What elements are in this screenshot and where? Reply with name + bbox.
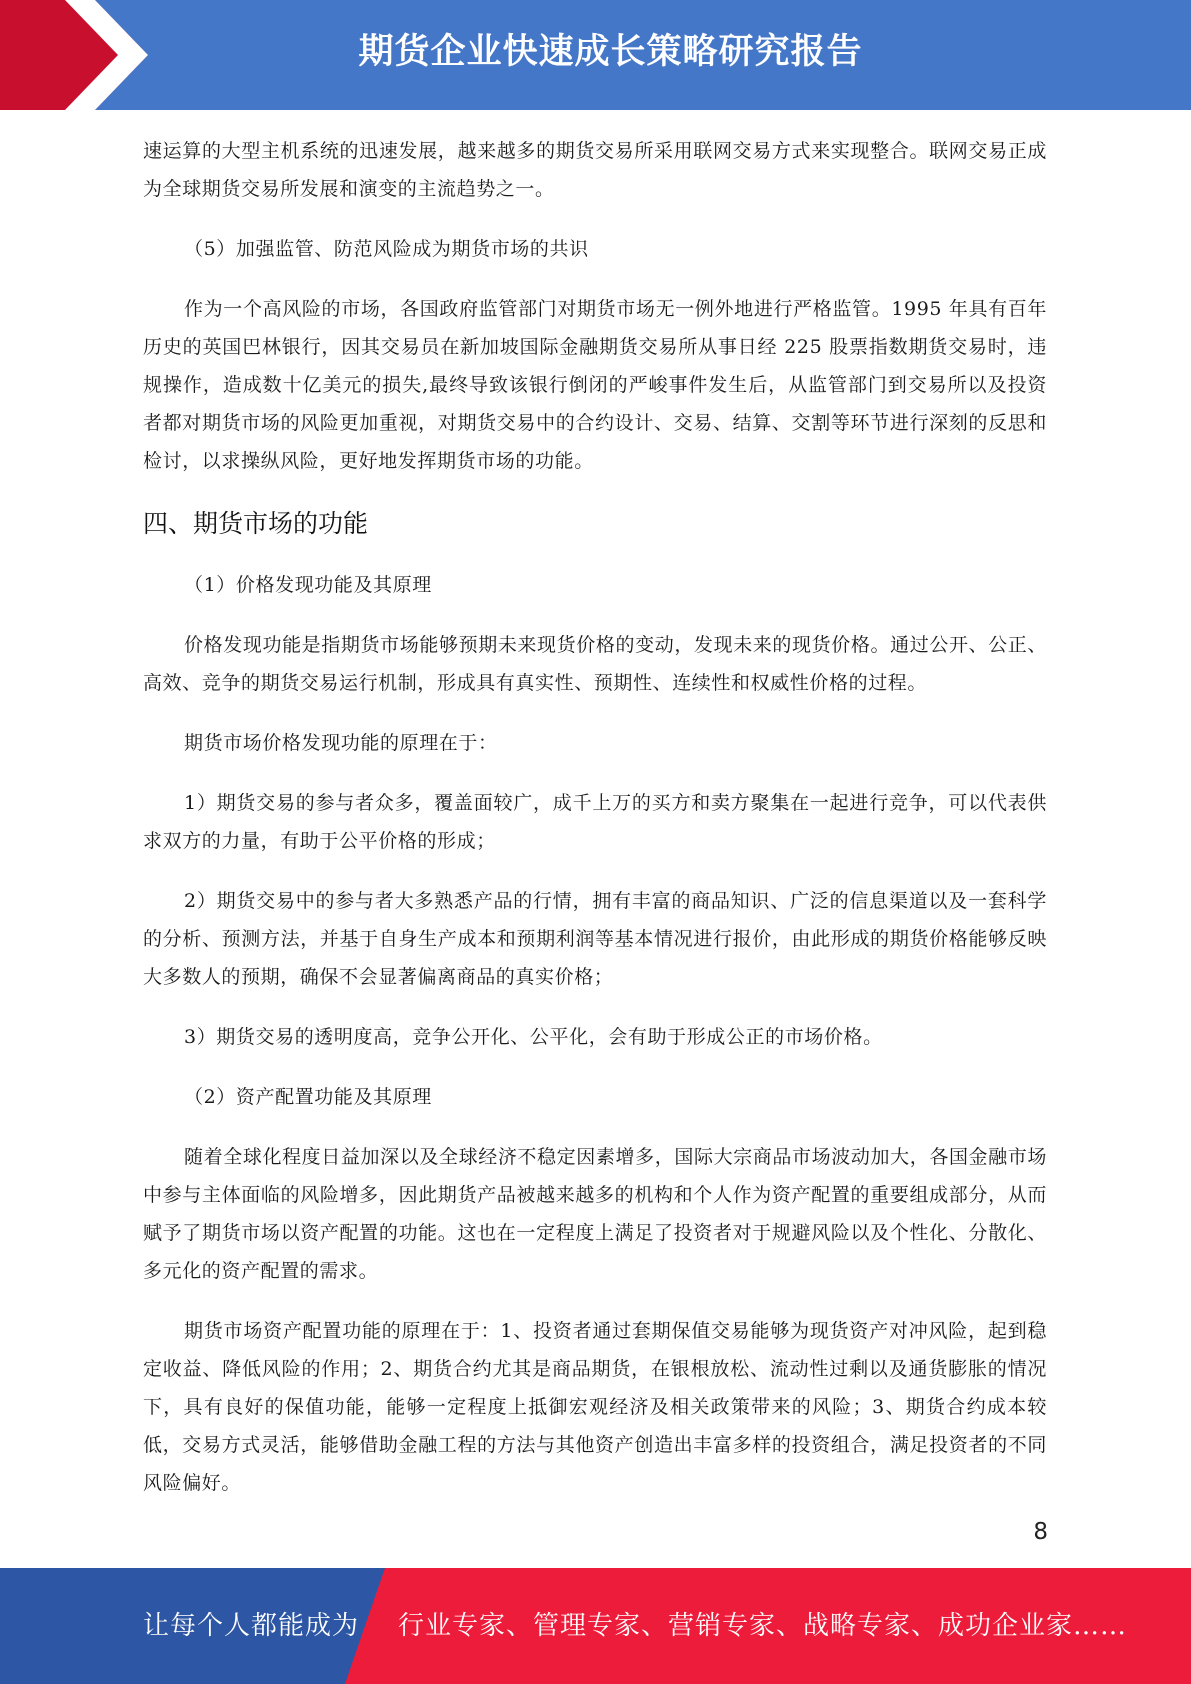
footer-slogan-left: 让每个人都能成为 (143, 1611, 360, 1641)
paragraph-principle-1: 1）期货交易的参与者众多，覆盖面较广，成千上万的买方和卖方聚集在一起进行竞争，可以代表供求双方的力量，有助于公平价格的形成； (143, 792, 1047, 852)
paragraph-principle-3: 3）期货交易的透明度高，竞争公开化、公平化，会有助于形成公正的市场价格。 (184, 1026, 883, 1048)
subheading-price-discovery: （1）价格发现功能及其原理 (184, 574, 432, 596)
document-body (143, 132, 1047, 1524)
subheading-regulation: （5）加强监管、防范风险成为期货市场的共识 (184, 238, 589, 260)
page-footer-banner (0, 1568, 1191, 1684)
page-header-banner (0, 0, 1191, 110)
paragraph-asset-allocation-principle: 期货市场资产配置功能的原理在于：1、投资者通过套期保值交易能够为现货资产对冲风险，起到稳定收益、降低风险的作用；2、期货合约尤其是商品期货，在银根放松、流动性过剩以及通货膨胀的情况下，具有良好的保值功能，能够一定程度上抵御宏观经济及相关政策带来的风险；3、期货合约成本较低，交易方式灵活，能够借助金融工程的方法与其他资产创造出丰富多样的投资组合，满足投资者的不同风险偏好。 (143, 1320, 1047, 1494)
paragraph-price-discovery-principle: 期货市场价格发现功能的原理在于： (184, 732, 498, 754)
paragraph-regulation: 作为一个高风险的市场，各国政府监管部门对期货市场无一例外地进行严格监管。1995 年具有百年历史的英国巴林银行，因其交易员在新加坡国际金融期货交易所从事日经 225 股票指数期货交易时，违规操作，造成数十亿美元的损失,最终导致该银行倒闭的严峻事件发生后，从监管部门到交易所以及投资者都对期货市场的风险更加重视，对期货交易中的合约设计、交易、结算、交割等环节进行深刻的反思和检讨，以求操纵风险，更好地发挥期货市场的功能。 (143, 298, 1047, 472)
paragraph-principle-2: 2）期货交易中的参与者大多熟悉产品的行情，拥有丰富的商品知识、广泛的信息渠道以及一套科学的分析、预测方法，并基于自身生产成本和预期利润等基本情况进行报价，由此形成的期货价格能够反映大多数人的预期，确保不会显著偏离商品的真实价格； (143, 890, 1047, 988)
subheading-asset-allocation: （2）资产配置功能及其原理 (184, 1086, 432, 1108)
paragraph-price-discovery: 价格发现功能是指期货市场能够预期未来现货价格的变动，发现未来的现货价格。通过公开、公正、高效、竞争的期货交易运行机制，形成具有真实性、预期性、连续性和权威性价格的过程。 (143, 634, 1047, 694)
paragraph-asset-allocation: 随着全球化程度日益加深以及全球经济不稳定因素增多，国际大宗商品市场波动加大，各国金融市场中参与主体面临的风险增多，因此期货产品被越来越多的机构和个人作为资产配置的重要组成部分，从而赋予了期货市场以资产配置的功能。这也在一定程度上满足了投资者对于规避风险以及个性化、分散化、多元化的资产配置的需求。 (143, 1146, 1047, 1282)
footer-slogan-right: 行业专家、管理专家、营销专家、战略专家、成功企业家…… (398, 1611, 1128, 1641)
section-heading-market-functions: 四、期货市场的功能 (143, 509, 369, 538)
paragraph-network-trading: 速运算的大型主机系统的迅速发展，越来越多的期货交易所采用联网交易方式来实现整合。联网交易正成为全球期货交易所发展和演变的主流趋势之一。 (143, 140, 1047, 200)
page-number: 8 (1033, 1519, 1048, 1545)
report-title: 期货企业快速成长策略研究报告 (358, 32, 863, 72)
